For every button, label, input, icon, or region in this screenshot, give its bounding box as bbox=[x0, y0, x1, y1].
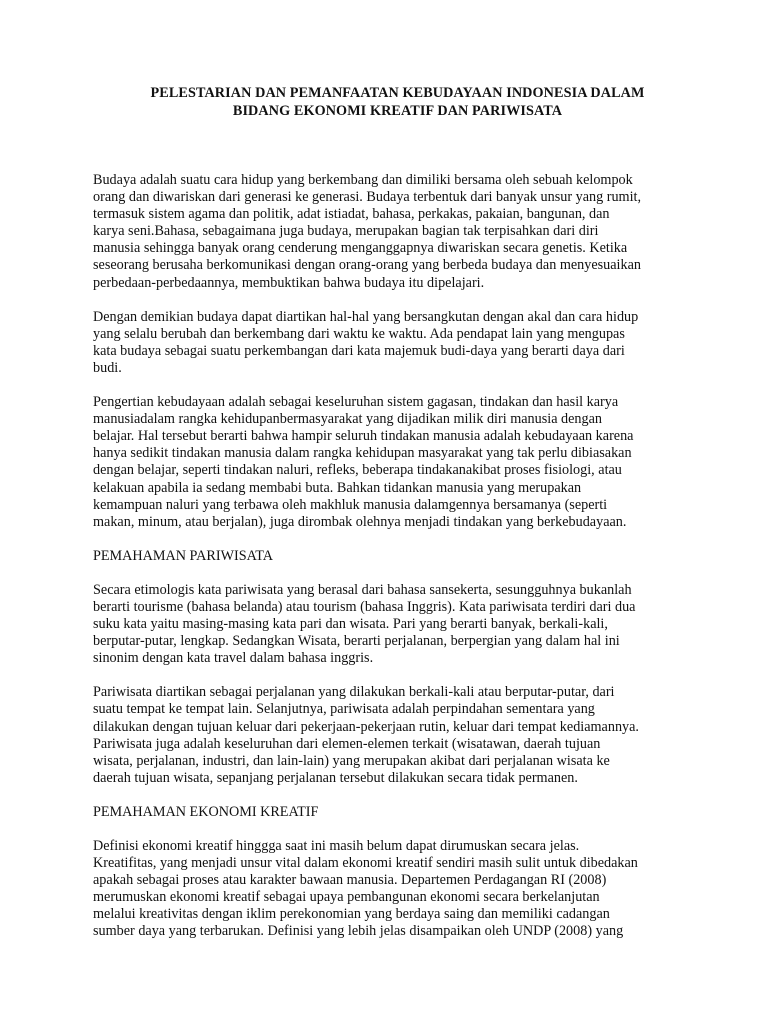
paragraph-budaya-definisi: Budaya adalah suatu cara hidup yang berkembang dan dimiliki bersama oleh sebuah kelompok orang dan diwariskan dari generasi ke generasi. Budaya terbentuk dari banyak unsur yang rumit, termasuk sistem agama dan politik, adat istiadat, bahasa, perkakas, pakaian, bangunan, dan karya seni.Bahasa, sebagaimana juga budaya, merupakan bagian tak terpisahkan dari diri manusia sehingga banyak orang cenderung menganggapnya diwariskan secara genetis. Ketika seseorang berusaha berkomunikasi dengan orang-orang yang berbeda budaya dan menyesuaikan perbedaan-perbedaannya, membuktikan bahwa budaya itu dipelajari. bbox=[93, 172, 642, 291]
paragraph-definisi-pariwisata: Pariwisata diartikan sebagai perjalanan yang dilakukan berkali-kali atau berputar-putar, dari suatu tempat ke tempat lain. Selanjutnya, pariwisata adalah perpindahan sementara yang dilakukan dengan tujuan keluar dari pekerjaan-pekerjaan rutin, keluar dari tempat kediamannya. Pariwisata juga adalah keseluruhan dari elemen-elemen terkait (wisatawan, daerah tujuan wisata, perjalanan, industri, dan lain-lain) yang merupakan akibat dari perjalanan wisata ke daerah tujuan wisata, sepanjang perjalanan tersebut dilakukan secara tidak permanen. bbox=[93, 684, 639, 786]
document-body bbox=[93, 172, 690, 941]
title-line-2: BIDANG EKONOMI KREATIF DAN PARIWISATA bbox=[232, 103, 563, 119]
paragraph-definisi-ekonomi-kreatif: Definisi ekonomi kreatif hinggga saat ini masih belum dapat dirumuskan secara jelas. Kreatifitas, yang menjadi unsur vital dalam ekonomi kreatif sendiri masih sulit untuk dibedakan apakah sebagai proses atau karakter bawaan manusia. Departemen Perdagangan RI (2008) merumuskan ekonomi kreatif sebagai upaya pembangunan ekonomi secara berkelanjutan melalui kreativitas dengan iklim perekonomian yang berdaya saing dan memiliki cadangan sumber daya yang terbarukan. Definisi yang lebih jelas disampaikan oleh UNDP (2008) yang bbox=[93, 838, 638, 940]
paragraph-pengertian-kebudayaan: Pengertian kebudayaan adalah sebagai keseluruhan sistem gagasan, tindakan dan hasil karya manusiadalam rangka kehidupanbermasyarakat yang dijadikan milik diri manusia dengan belajar. Hal tersebut berarti bahwa hampir seluruh tindakan manusia adalah kebudayaan karena hanya sedikit tindakan manusia dalam rangka kehidupan masyarakat yang tak perlu dibiasakan dengan belajar, seperti tindakan naluri, refleks, beberapa tindakanakibat proses fisiologi, atau kelakuan apabila ia sedang membabi buta. Bahkan tidankan manusia yang merupakan kemampuan naluri yang terbawa oleh makhluk manusia dalamgennya bersamanya (seperti makan, minum, atau berjalan), juga dirombak olehnya menjadi tindakan yang berkebudayaan. bbox=[93, 394, 634, 530]
section-heading-ekonomi-kreatif: PEMAHAMAN EKONOMI KREATIF bbox=[93, 803, 319, 820]
section-heading-pariwisata: PEMAHAMAN PARIWISATA bbox=[93, 547, 274, 564]
paragraph-etimologi-pariwisata: Secara etimologis kata pariwisata yang berasal dari bahasa sansekerta, sesungguhnya bukanlah berarti tourisme (bahasa belanda) atau tourism (bahasa Inggris). Kata pariwisata terdiri dari dua suku kata yaitu masing-masing kata pari dan wisata. Pari yang berarti banyak, berkali-kali, berputar-putar, lengkap. Sedangkan Wisata, berarti perjalanan, berpergian yang dalam hal ini sinonim dengan kata travel dalam bahasa inggris. bbox=[93, 581, 636, 667]
title-line-1: PELESTARIAN DAN PEMANFAATAN KEBUDAYAAN INDONESIA DALAM bbox=[150, 85, 645, 101]
paragraph-budaya-akal: Dengan demikian budaya dapat diartikan hal-hal yang bersangkutan dengan akal dan cara hidup yang selalu berubah dan berkembang dari waktu ke waktu. Ada pendapat lain yang mengupas kata budaya sebagai suatu perkembangan dari kata majemuk budi-daya yang berarti daya dari budi. bbox=[93, 308, 639, 376]
document-title bbox=[93, 84, 690, 120]
